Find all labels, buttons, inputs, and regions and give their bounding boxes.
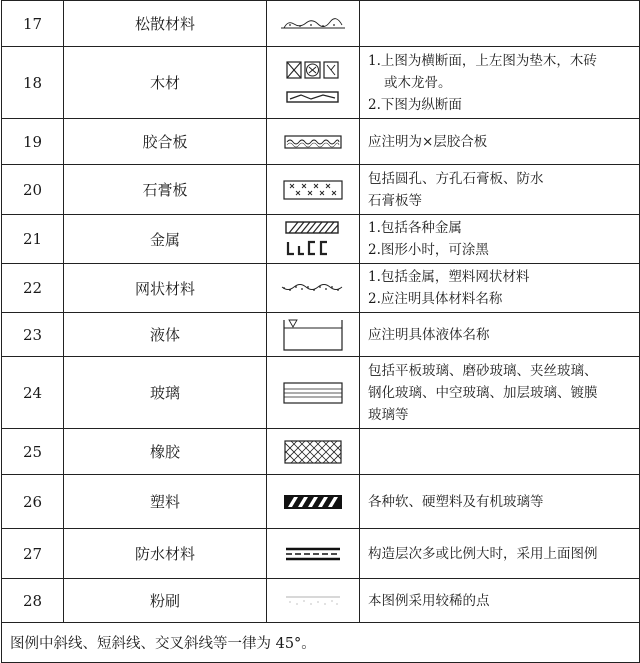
material-name: 橡胶 [64, 429, 267, 475]
plaster-pattern-icon [280, 591, 346, 611]
material-name: 塑料 [64, 475, 267, 529]
note-line: 应注明为×层胶合板 [368, 133, 488, 150]
plywood-pattern-icon [281, 132, 345, 152]
table-row [2, 429, 640, 475]
table-row [2, 357, 640, 429]
table-row [2, 165, 640, 215]
material-name: 粉刷 [64, 579, 267, 623]
table-row [2, 264, 640, 313]
note-line: 2.下图为纵断面 [368, 96, 462, 113]
waterproof-material-pattern-icon [280, 544, 346, 564]
material-name: 木材 [64, 47, 267, 119]
table-row [2, 579, 640, 623]
row-number: 24 [2, 357, 64, 429]
row-number: 22 [2, 264, 64, 313]
material-name: 防水材料 [64, 529, 267, 579]
note-line: 包括平板玻璃、磨砂玻璃、夹丝玻璃、 [368, 362, 598, 379]
note-line: 各种软、硬塑料及有机玻璃等 [368, 493, 544, 510]
row-number: 23 [2, 313, 64, 357]
material-name: 玻璃 [64, 357, 267, 429]
note-line: 1.包括金属，塑料网状材料 [368, 269, 530, 285]
note-line: 2.应注明具体材料名称 [368, 291, 503, 307]
material-name: 胶合板 [64, 119, 267, 165]
table-row [2, 215, 640, 264]
table-row [2, 119, 640, 165]
row-number: 21 [2, 215, 64, 264]
glass-pattern-icon [280, 379, 346, 407]
note-line: 2.图形小时，可涂黑 [368, 242, 489, 258]
plastic-pattern-icon [280, 491, 346, 513]
gypsum-board-pattern-icon [280, 178, 346, 202]
note-line: 应注明具体液体名称 [368, 326, 490, 343]
table-row [2, 529, 640, 579]
loose-material-pattern-icon [278, 14, 348, 34]
footer-note: 图例中斜线、短斜线、交叉斜线等一律为 45°。 [2, 623, 640, 663]
note-line: 本图例采用较稀的点 [368, 592, 490, 609]
note-line: 1.包括各种金属 [368, 220, 462, 236]
mesh-material-pattern-icon [278, 278, 348, 298]
liquid-pattern-icon [280, 317, 346, 353]
note-line: 或木龙骨。 [384, 74, 452, 91]
material-name: 网状材料 [64, 264, 267, 313]
material-name: 松散材料 [64, 1, 267, 47]
material-name: 液体 [64, 313, 267, 357]
row-number: 18 [2, 47, 64, 119]
table-row [2, 1, 640, 47]
wood-pattern-icon [281, 58, 345, 108]
note-line: 石膏板等 [368, 192, 422, 209]
table-footer-row [2, 623, 640, 663]
row-number: 28 [2, 579, 64, 623]
row-number: 25 [2, 429, 64, 475]
note-line: 玻璃等 [368, 406, 409, 423]
row-number: 19 [2, 119, 64, 165]
table-row [2, 475, 640, 529]
table-row [2, 47, 640, 119]
material-name: 金属 [64, 215, 267, 264]
note-line: 钢化玻璃、中空玻璃、加层玻璃、镀膜 [368, 384, 598, 401]
row-number: 20 [2, 165, 64, 215]
note-line: 构造层次多或比例大时，采用上面图例 [368, 545, 598, 562]
material-legend-table [1, 0, 640, 663]
note-line: 包括圆孔、方孔石膏板、防水 [368, 170, 544, 187]
metal-pattern-icon [281, 219, 345, 259]
rubber-pattern-icon [280, 437, 346, 467]
material-name: 石膏板 [64, 165, 267, 215]
row-number: 17 [2, 1, 64, 47]
table-row [2, 313, 640, 357]
row-number: 27 [2, 529, 64, 579]
note-line: 1.上图为横断面，上左图为垫木，木砖 [368, 52, 597, 69]
row-number: 26 [2, 475, 64, 529]
